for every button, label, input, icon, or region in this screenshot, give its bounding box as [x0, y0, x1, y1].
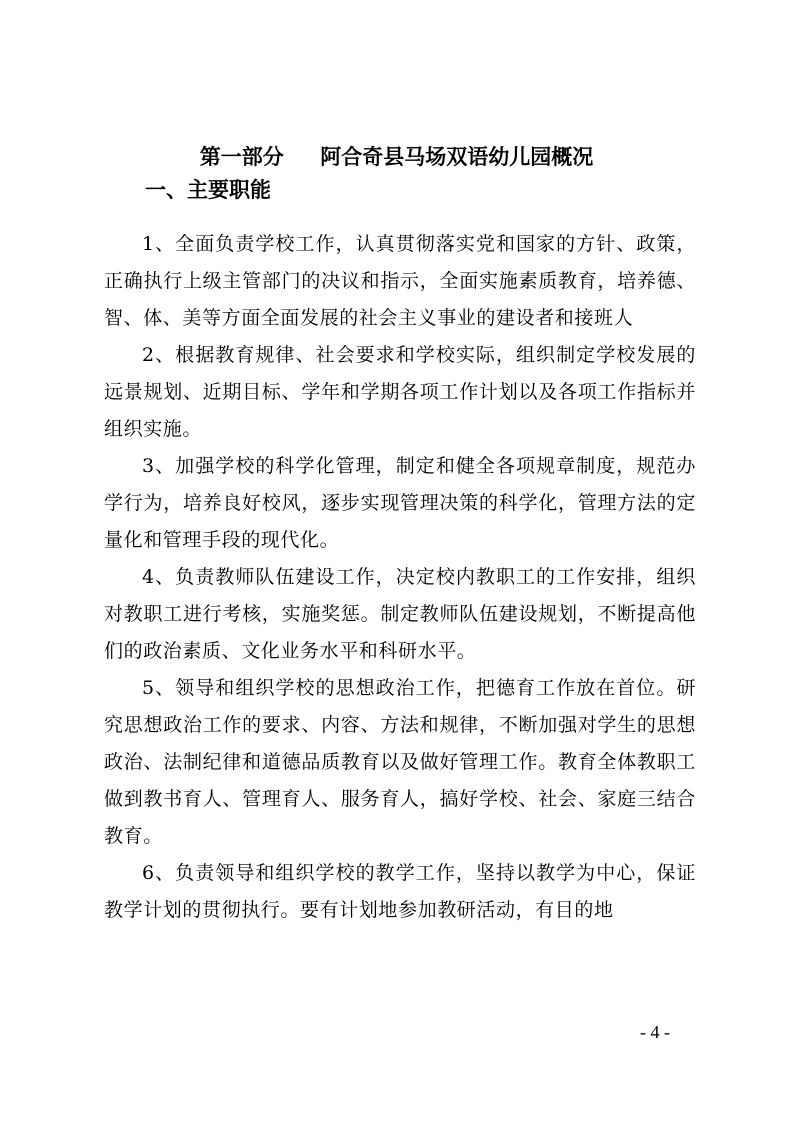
- page-title: 第一部分 阿合奇县马场双语幼儿园概况: [199, 145, 594, 169]
- paragraph-1: 1、全面负责学校工作，认真贯彻落实党和国家的方针、政策，正确执行上级主管部门的决议和指示，全面实施素质教育，培养德、智、体、美等方面全面发展的社会主义事业的建设者和接班人: [104, 233, 696, 329]
- paragraph-5: 5、领导和组织学校的思想政治工作，把德育工作放在首位。研究思想政治工作的要求、内容、方法和规律，不断加强对学生的思想政治、法制纪律和道德品质教育以及做好管理工作。教育全体教职工做到教书育人、管理育人、服务育人，搞好学校、社会、家庭三结合教育。: [104, 677, 696, 847]
- paragraph-3: 3、加强学校的科学化管理，制定和健全各项规章制度，规范办学行为，培养良好校风，逐步实现管理决策的科学化，管理方法的定量化和管理手段的现代化。: [104, 455, 696, 551]
- page-number: - 4 -: [640, 1022, 670, 1042]
- paragraph-4: 4、负责教师队伍建设工作，决定校内教职工的工作安排，组织对教职工进行考核，实施奖惩。制定教师队伍建设规划，不断提高他们的政治素质、文化业务水平和科研水平。: [104, 566, 696, 662]
- paragraph-2: 2、根据教育规律、社会要求和学校实际，组织制定学校发展的远景规划、近期目标、学年和学期各项工作计划以及各项工作指标并组织实施。: [104, 344, 696, 440]
- paragraph-6: 6、负责领导和组织学校的教学工作，坚持以教学为中心，保证教学计划的贯彻执行。要有计划地参加教研活动，有目的地: [104, 862, 696, 921]
- body-text: [104, 226, 696, 929]
- section-heading: 一、主要职能: [145, 178, 271, 202]
